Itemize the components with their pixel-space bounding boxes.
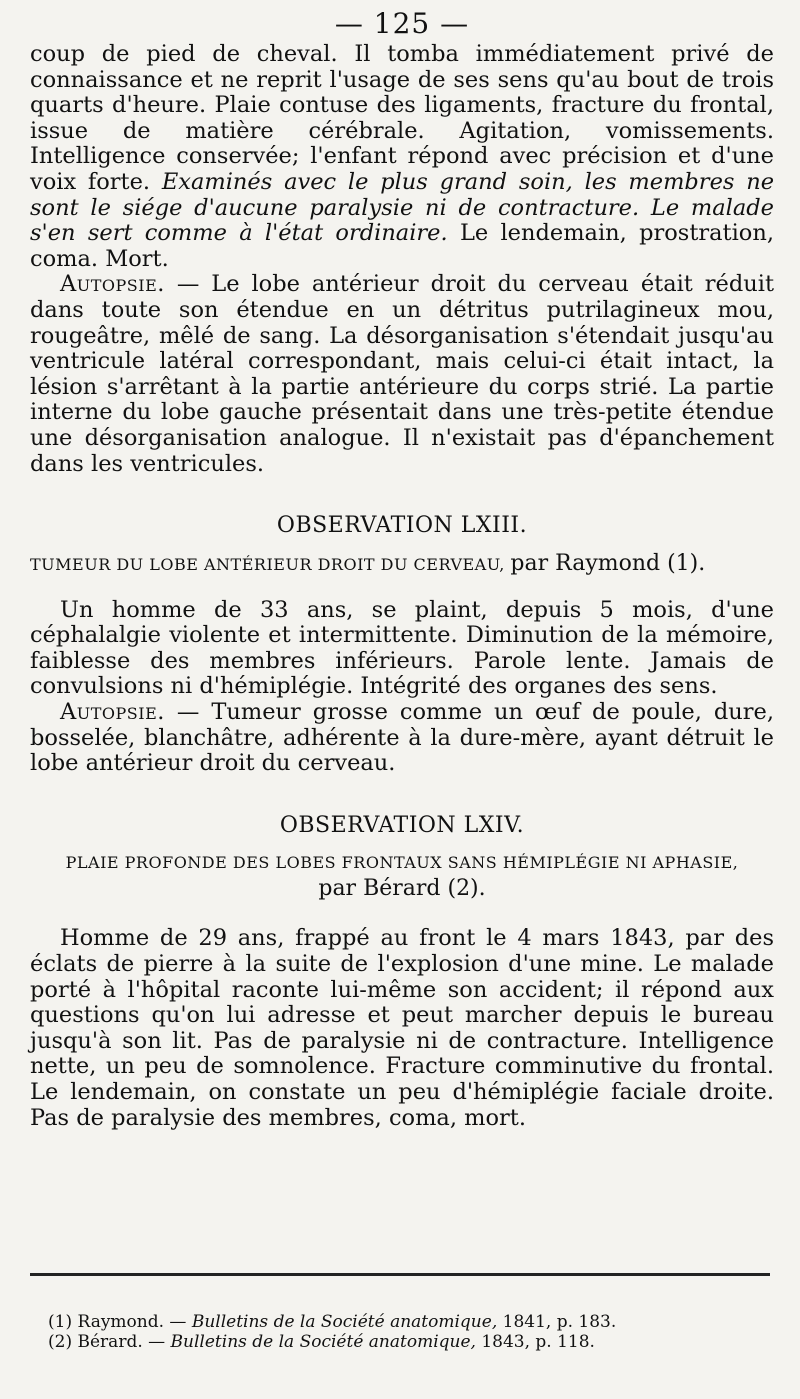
obs63-author: par Raymond (1).	[510, 550, 706, 576]
footnote-2	[48, 1332, 770, 1352]
obs63-subtitle-line	[30, 551, 774, 578]
footnote-1	[48, 1312, 770, 1332]
obs63-text: Un homme de 33 ans, se plaint, depuis 5 mois, d'une céphalalgie violente et intermittente. Diminution de la mémoire, faiblesse des membres inférieurs. Parole lente. Jamais de convulsions ni d'hémiplégie. Intégrité des organes des sens.	[30, 596, 774, 700]
obs64-text: Homme de 29 ans, frappé au front le 4 mars 1843, par des éclats de pierre à la suite de l'explosion d'une mine. Le malade porté à l'hôpital raconte lui-même son accident; il répond aux questions qu'on lui adresse et peut marcher depuis le bureau jusqu'à son lit. Pas de paralysie ni de contracture. Intelligence nette, un peu de somnolence. Fracture comminutive du frontal. Le lendemain, on constate un peu d'hémiplégie faciale droite. Pas de paralysie des membres, coma, mort.	[30, 925, 774, 1131]
footnote-2-ref: 1843, p. 118.	[481, 1332, 595, 1352]
footnote-1-ref: 1841, p. 183.	[502, 1312, 617, 1332]
obs63-autopsy-text: — Tumeur grosse comme un œuf de poule, dure, bosselée, blanchâtre, adhérente à la dure-mère, ayant détruit le lobe antérieur droit du cerveau.	[30, 699, 774, 777]
intro-tail: Le lendemain, prostration, coma. Mort.	[30, 220, 774, 272]
footnote-2-name: Bérard. —	[77, 1332, 166, 1352]
obs64-subtitle: PLAIE PROFONDE DES LOBES FRONTAUX SANS HÉMIPLÉGIE NI APHASIE,	[65, 853, 739, 873]
footnote-2-source: Bulletins de la Société anatomique,	[170, 1332, 476, 1352]
footnote-1-source: Bulletins de la Société anatomique,	[191, 1312, 498, 1332]
obs64-title: OBSERVATION LXIV.	[279, 812, 525, 838]
footnote-2-mark: (2)	[48, 1332, 73, 1352]
obs64-subtitle-block	[30, 850, 774, 902]
obs63-autopsy-label: Autopsie.	[60, 699, 165, 726]
footnote-1-mark: (1)	[48, 1312, 73, 1332]
intro-italic: Examinés avec le plus grand soin, les membres ne sont le siége d'aucune paralysie ni de contracture. Le malade s'en sert comme à l'état ordinaire.	[30, 168, 775, 247]
footnotes	[48, 1312, 770, 1352]
footnote-1-name: Raymond. —	[77, 1312, 187, 1332]
obs63-subtitle: TUMEUR DU LOBE ANTÉRIEUR DROIT DU CERVEAU,	[30, 554, 505, 574]
autopsy-text-1: — Le lobe antérieur droit du cerveau était réduit dans toute son étendue en un détritus putrilagineux mou, rougeâtre, mêlé de sang. La désorganisation s'étendait jusqu'au ventricule latéral correspondant, mais celui-ci était intact, la lésion s'arrêtant à la partie antérieure du corps strié. La partie interne du lobe gauche présentait dans une très-petite étendue une désorganisation analogue. Il n'existait pas d'épanchement dans les ventricules.	[30, 271, 774, 477]
body-text	[30, 42, 774, 1131]
obs63-autopsy	[30, 700, 774, 777]
footnote-rule	[30, 1273, 770, 1276]
page-number: — 125 —	[334, 7, 470, 40]
obs64-author: par Bérard (2).	[318, 876, 486, 902]
intro-paragraph	[30, 42, 774, 272]
autopsy-label-1: Autopsie.	[60, 271, 165, 298]
intro-text: coup de pied de cheval. Il tomba immédiatement privé de connaissance et ne reprit l'usage de ses sens qu'au bout de trois quarts d'heure. Plaie contuse des ligaments, fracture du frontal, issue de matière cérébrale. Agitation, vomissements. Intelligence conservée; l'enfant répond avec précision et d'une voix forte.	[30, 41, 774, 195]
autopsy-paragraph-1	[30, 272, 774, 477]
obs63-title: OBSERVATION LXIII.	[276, 513, 528, 539]
